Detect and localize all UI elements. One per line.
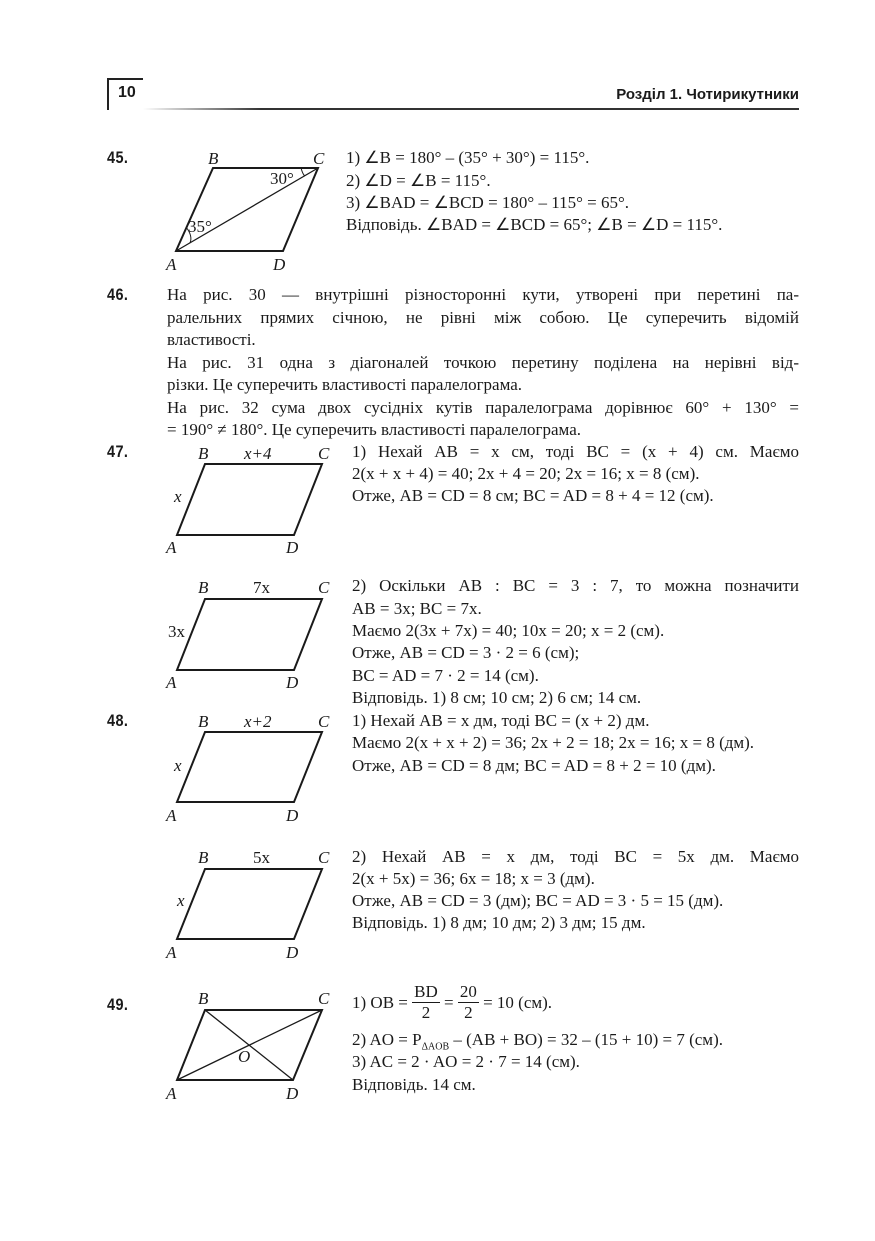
solution-45-line-2: 2) ∠D = ∠B = 115°. (346, 171, 491, 190)
figure-47-1 (165, 444, 330, 557)
label-c-48-1: C (318, 712, 330, 731)
side-top-48-1: x+2 (244, 712, 272, 731)
label-b-47-1: B (198, 444, 209, 463)
side-left-47-2: 3x (168, 622, 185, 641)
figure-48-2 (165, 848, 330, 962)
label-c-47-1: C (318, 444, 330, 463)
solution-49-line-1 (352, 982, 552, 1025)
label-b-49: B (198, 989, 209, 1008)
solution-49-line-2-rhs: – (AB + BO) = 32 – (15 + 10) = 7 (см). (449, 1030, 723, 1049)
side-top-47-1: x+4 (244, 444, 272, 463)
fraction-2-numerator: 20 (459, 981, 477, 1001)
solution-48-1-line-2: Маємо 2(x + x + 2) = 36; 2x + 2 = 18; 2x = 16; x = 8 (дм). (352, 733, 755, 752)
solution-48-answer: Відповідь. 1) 8 дм; 10 дм; 2) 3 дм; 15 дм. (352, 913, 646, 932)
label-c-45: C (313, 149, 325, 168)
side-left-48-1: x (174, 756, 182, 775)
label-a-47-2: A (166, 673, 177, 692)
solution-47-2-line-5: BC = AD = 7 · 2 = 14 (см). (352, 666, 539, 685)
solution-48-2-line-1: 2) Нехай AB = x дм, тоді BC = 5x дм. Маємо (352, 847, 799, 866)
label-d-49: D (286, 1084, 299, 1103)
figure-47-2 (165, 578, 330, 692)
angle-label-bottom-45: 35° (188, 217, 212, 236)
diagonal-bd-49 (205, 1010, 293, 1080)
side-left-47-1: x (174, 487, 182, 506)
solution-46-line-3: властивості. (167, 330, 256, 349)
solution-45-answer: Відповідь. ∠BAD = ∠BCD = 65°; ∠B = ∠D = 115°. (346, 215, 723, 234)
solution-49-line-2-lhs: 2) AO = P (352, 1030, 422, 1049)
side-top-48-2: 5x (253, 848, 270, 867)
solution-47-2-line-3: Маємо 2(3x + 7x) = 40; 10x = 20; x = 2 (см). (352, 621, 665, 640)
parallelogram-48-2 (177, 869, 322, 939)
fraction-20-over-2 (458, 982, 479, 1023)
solution-48-1-line-1: 1) Нехай AB = x дм, тоді BC = (x + 2) дм. (352, 711, 650, 730)
solution-47-2-line-2: AB = 3x; BC = 7x. (352, 599, 482, 618)
fraction-1-numerator: BD (414, 981, 438, 1001)
solution-49-line-3: 3) AC = 2 · AO = 2 · 7 = 14 (см). (352, 1052, 580, 1071)
solution-47-1-line-1: 1) Нехай AB = x см, тоді BC = (x + 4) см. Маємо (352, 442, 799, 461)
solution-46-line-4: На рис. 31 одна з діагоналей точкою перетину поділена на нерівні від- (167, 352, 799, 372)
label-a-47-1: A (166, 538, 177, 557)
solution-47-answer: Відповідь. 1) 8 см; 10 см; 2) 6 см; 14 см. (352, 688, 642, 707)
figure-48-1 (165, 712, 330, 825)
label-c-48-2: C (318, 848, 330, 867)
solution-46-line-2: ралельних прямих січною, не рівні між собою. Це суперечить відомій (167, 307, 799, 327)
label-b-48-2: B (198, 848, 209, 867)
label-a-45: A (166, 255, 177, 274)
label-d-47-2: D (286, 673, 299, 692)
problem-number-45: 45. (107, 148, 129, 167)
problem-number-46: 46. (107, 285, 129, 304)
solution-46 (167, 284, 799, 442)
solution-46-line-1: На рис. 30 — внутрішні різносторонні кути, утворені при перетині па- (167, 285, 799, 304)
angle-label-top-45: 30° (270, 169, 294, 188)
problem-number-47: 47. (107, 442, 129, 461)
solution-48-1-line-3: Отже, AB = CD = 8 дм; BC = AD = 8 + 2 = 10 (дм). (352, 756, 716, 775)
section-title: Розділ 1. Чотирикутники (616, 86, 799, 103)
figure-45 (165, 149, 325, 274)
solution-49-line-1-eq: = (444, 993, 454, 1012)
parallelogram-47-1 (177, 464, 322, 535)
solution-49-line-1-lhs: 1) OB = (352, 993, 408, 1012)
parallelogram-47-2 (177, 599, 322, 670)
label-b-47-2: B (198, 578, 209, 597)
problem-number-49: 49. (107, 995, 129, 1014)
side-top-47-2: 7x (253, 578, 270, 597)
parallelogram-48-1 (177, 732, 322, 802)
figure-49 (165, 989, 330, 1103)
label-a-48-2: A (166, 943, 177, 962)
fraction-2-denominator: 2 (464, 1002, 473, 1022)
solution-48-2-line-3: Отже, AB = CD = 3 (дм); BC = AD = 3 · 5 = 15 (дм). (352, 891, 724, 910)
solution-47-2-line-4: Отже, AB = CD = 3 · 2 = 6 (см); (352, 643, 580, 662)
problem-number-48: 48. (107, 711, 129, 730)
label-a-48-1: A (166, 806, 177, 825)
perimeter-subscript: ΔAOB (421, 1041, 450, 1053)
solution-49-line-1-rhs: = 10 (см). (483, 993, 553, 1012)
solution-45-line-3: 3) ∠BAD = ∠BCD = 180° – 115° = 65°. (346, 193, 630, 212)
label-d-47-1: D (286, 538, 299, 557)
label-c-47-2: C (318, 578, 330, 597)
angle-arc-c-45 (301, 168, 305, 176)
page-number: 10 (118, 84, 136, 101)
solution-46-line-6: На рис. 32 сума двох сусідніх кутів паралелограма дорівнює 60° + 130° = (167, 397, 799, 417)
fraction-1-denominator: 2 (421, 1002, 431, 1022)
side-left-48-2: x (177, 891, 185, 910)
label-d-45: D (273, 255, 286, 274)
label-o-49: O (238, 1047, 251, 1066)
fraction-bd-over-2 (412, 982, 440, 1023)
solution-47-1-line-3: Отже, AB = CD = 8 см; BC = AD = 8 + 4 = 12 (см). (352, 486, 714, 505)
label-a-49: A (166, 1084, 177, 1103)
label-d-48-1: D (286, 806, 299, 825)
solution-47-2-line-1: 2) Оскільки AB : BC = 3 : 7, то можна позначити (352, 576, 799, 595)
solution-46-line-7: = 190° ≠ 180°. Це суперечить властивості паралелограма. (167, 420, 581, 439)
diagonal-45 (176, 168, 318, 251)
solution-45-line-1: 1) ∠B = 180° – (35° + 30°) = 115°. (346, 148, 590, 167)
label-b-48-1: B (198, 712, 209, 731)
solution-48-2-line-2: 2(x + 5x) = 36; 6x = 18; x = 3 (дм). (352, 869, 595, 888)
label-b-45: B (208, 149, 219, 168)
solution-47-1-line-2: 2(x + x + 4) = 40; 2x + 4 = 20; 2x = 16; x = 8 (см). (352, 464, 700, 483)
label-d-48-2: D (286, 943, 299, 962)
label-c-49: C (318, 989, 330, 1008)
solution-46-line-5: різки. Це суперечить властивості паралелограма. (167, 375, 523, 394)
solution-49-answer: Відповідь. 14 см. (352, 1075, 476, 1094)
